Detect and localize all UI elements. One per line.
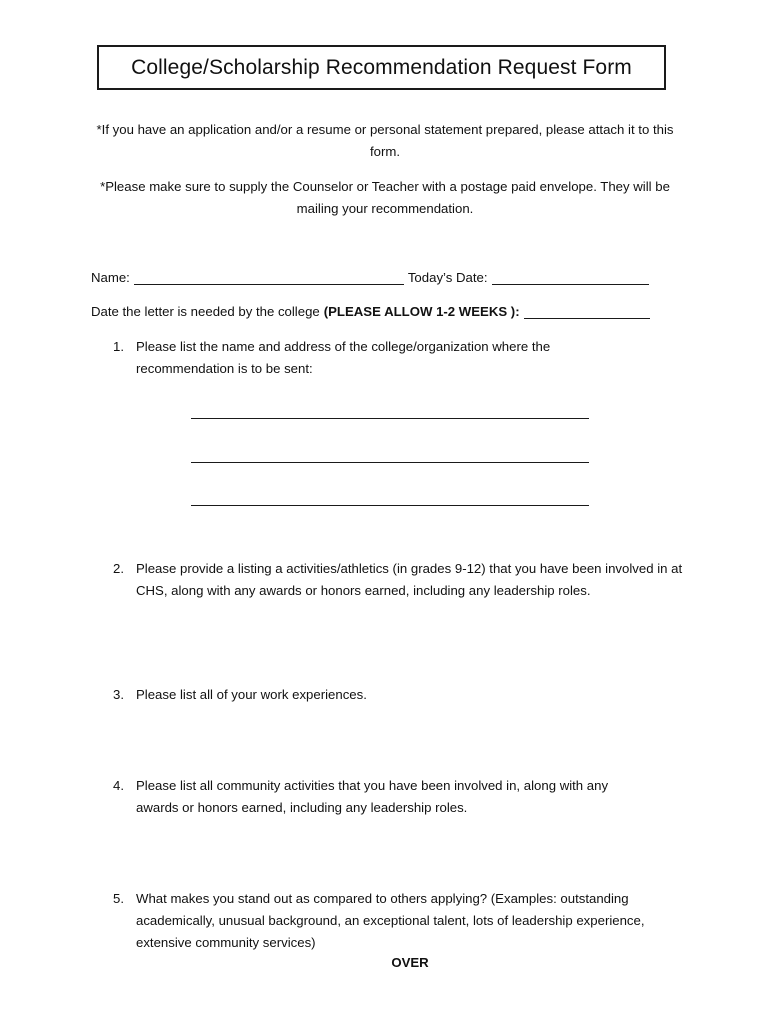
date-needed-row — [91, 302, 650, 322]
form-title-box — [97, 45, 666, 90]
address-line-1[interactable] — [191, 418, 589, 419]
question-number: 1. — [113, 339, 124, 354]
question-text: Please provide a listing a activities/athletics (in grades 9-12) that you have been involved in at CHS, along with any awards or honors earned, including any leadership roles. — [136, 561, 683, 598]
question-number: 5. — [113, 891, 124, 906]
date-needed-label: Date the letter is needed by the college — [91, 304, 320, 319]
question-text: Please list the name and address of the college/organization where the recommendation is to be sent: — [136, 339, 551, 376]
question-4 — [113, 775, 688, 819]
question-3 — [113, 684, 688, 706]
name-field[interactable] — [134, 268, 404, 285]
question-text: Please list all community activities that you have been involved in, along with any awards or honors earned, including any leadership roles. — [136, 778, 609, 815]
question-number: 4. — [113, 778, 124, 793]
attach-note: *If you have an application and/or a resume or personal statement prepared, please attach it to this form. — [96, 122, 674, 159]
date-needed-field[interactable] — [524, 302, 650, 319]
address-line-3[interactable] — [191, 505, 589, 506]
over-footer: OVER — [391, 955, 429, 970]
envelope-note: *Please make sure to supply the Counselor or Teacher with a postage paid envelope. They will be mailing your recommendation. — [100, 179, 670, 216]
question-number: 3. — [113, 687, 124, 702]
question-number: 2. — [113, 561, 124, 576]
question-1 — [113, 336, 688, 380]
todays-date-field[interactable] — [492, 268, 649, 285]
question-5 — [113, 888, 688, 954]
form-title: College/Scholarship Recommendation Request Form — [131, 55, 632, 79]
todays-date-label: Today’s Date: — [407, 270, 488, 285]
question-text: What makes you stand out as compared to others applying? (Examples: outstanding academically, unusual background, an exceptional talent, lots of leadership experience, extensive community services) — [136, 891, 645, 950]
question-2 — [113, 558, 688, 602]
name-row — [91, 268, 649, 288]
question-text: Please list all of your work experiences. — [136, 687, 367, 702]
address-line-2[interactable] — [191, 462, 589, 463]
name-label: Name: — [91, 270, 130, 285]
date-needed-emphasis: (PLEASE ALLOW 1-2 WEEKS ): — [323, 304, 520, 319]
